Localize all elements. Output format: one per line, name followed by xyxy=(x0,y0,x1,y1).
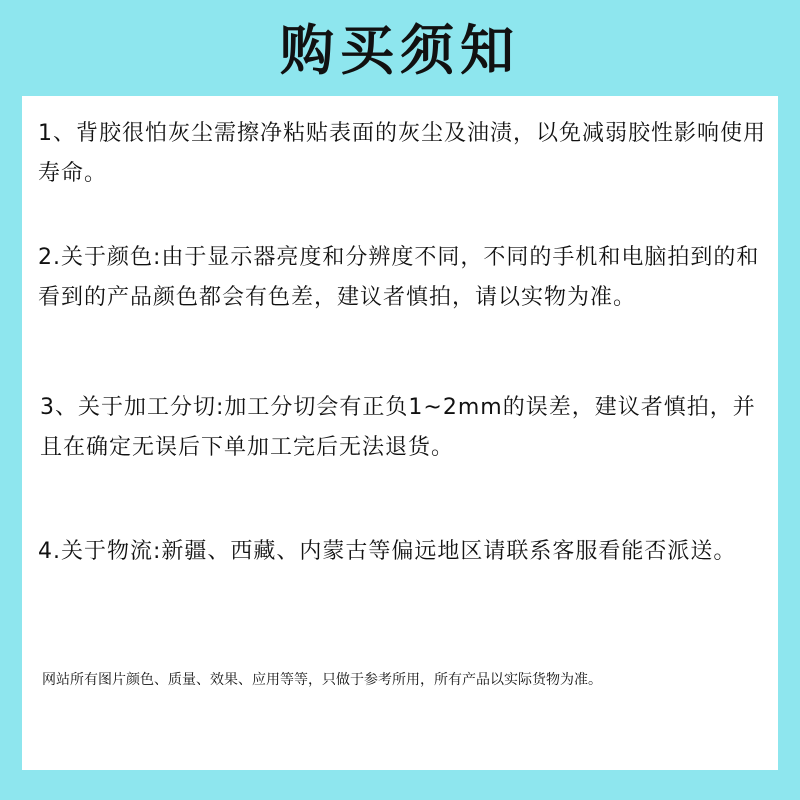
notice-panel xyxy=(22,96,778,770)
notice-item-logistics: 4.关于物流:新疆、西藏、内蒙古等偏远地区请联系客服看能否派送。 xyxy=(38,539,737,564)
page-title: 购买须知 xyxy=(280,18,520,82)
notice-item-color: 2.关于颜色:由于显示器亮度和分辨度不同，不同的手机和电脑拍到的和看到的产品颜色都会有色差，建议者慎拍，请以实物为准。 xyxy=(38,245,760,310)
notice-item-adhesive: 1、背胶很怕灰尘需擦净粘贴表面的灰尘及油渍，以免减弱胶性影响使用寿命。 xyxy=(38,121,766,186)
notice-item-cutting: 3、关于加工分切:加工分切会有正负1~2mm的误差，建议者慎拍，并且在确定无误后下单加工完后无法退货。 xyxy=(40,395,756,460)
disclaimer-footer: 网站所有图片颜色、质量、效果、应用等等，只做于参考所用，所有产品以实际货物为准。 xyxy=(42,672,602,688)
